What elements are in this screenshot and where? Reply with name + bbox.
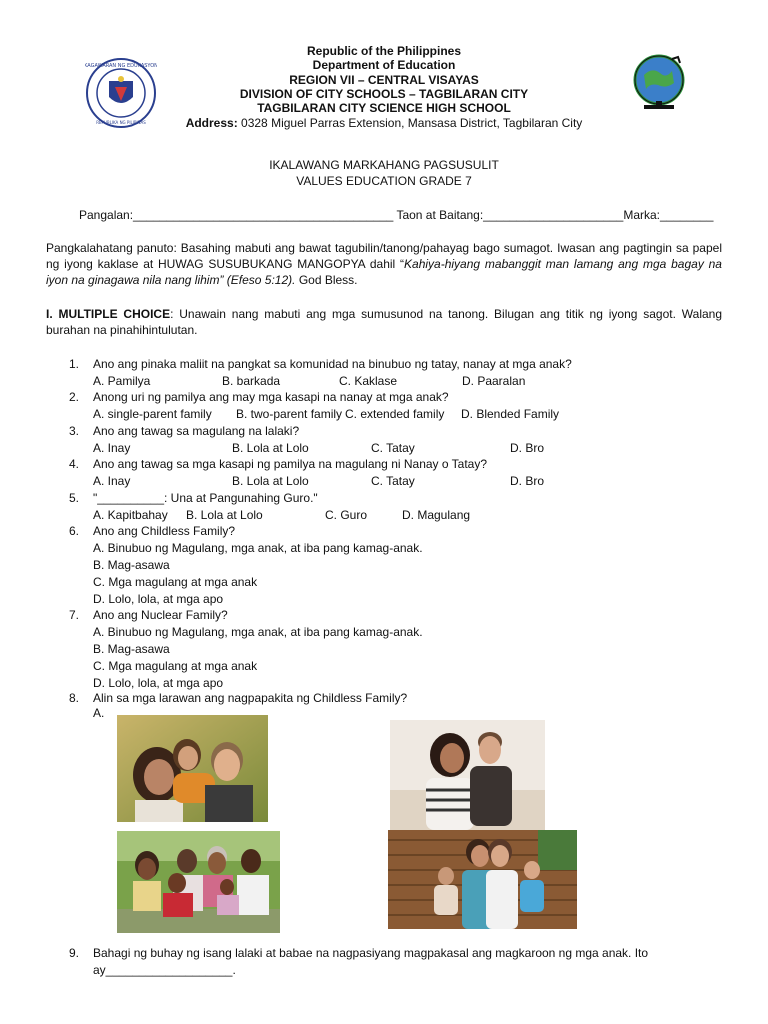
question-number: 8. <box>69 691 80 705</box>
option-a[interactable]: A. Pamilya <box>93 374 151 388</box>
question-9 <box>69 945 729 979</box>
question-number: 6. <box>69 524 80 538</box>
instructions-closing: God Bless. <box>295 273 358 287</box>
question-text-continued[interactable]: ay___________________. <box>93 963 236 977</box>
question-number: 1. <box>69 357 80 371</box>
option-a[interactable]: A. Inay <box>93 474 131 488</box>
option-a[interactable]: A. Kapitbahay <box>93 508 168 522</box>
question-text: Bahagi ng buhay ng isang lalaki at babae na nagpasiyang magpakasal ang magkaroon ng mga anak. Ito <box>93 946 649 960</box>
question-text: Ano ang pinaka maliit na pangkat sa komunidad na binubuo ng tatay, nanay at mga anak? <box>93 357 572 371</box>
question-4 <box>69 456 729 490</box>
option-a[interactable]: A. Inay <box>93 441 131 455</box>
seal-text-bottom: REPUBLIKA NG PILIPINAS <box>96 120 146 125</box>
family-photo-4[interactable] <box>388 830 577 929</box>
option-a[interactable]: A. Binubuo ng Magulang, mga anak, at iba pang kamag-anak. <box>93 541 423 555</box>
option-d[interactable]: D. Magulang <box>402 508 471 522</box>
instructions-text: Pangkalahatang panuto: Basahing mabuti ang bawat tagubilin/tanong/pahayag bago sumagot. Iwasan ang pagtingin sa papel ng iyong kaklase at HUWAG SUSUBUKANG MANGOPYA dahil “ <box>46 241 722 271</box>
question-number: 4. <box>69 457 80 471</box>
question-number: 9. <box>69 946 80 960</box>
bible-quote: Kahiya-hiyang mabanggit man lamang ang mga bagay na iyon na ginagawa nila nang lihim” (Efeso 5:12). <box>46 257 722 287</box>
question-3 <box>69 423 729 457</box>
option-d[interactable]: D. Bro <box>510 474 545 488</box>
option-c[interactable]: C. extended family <box>345 407 445 421</box>
option-b[interactable]: B. Mag-asawa <box>93 558 170 572</box>
question-text: Anong uri ng pamilya ang may mga kasapi na nanay at mga anak? <box>93 390 449 404</box>
question-text: Ano ang tawag sa mga kasapi ng pamilya na magulang ni Nanay o Tatay? <box>93 457 488 471</box>
option-a[interactable]: A. single-parent family <box>93 407 212 421</box>
question-7 <box>69 607 729 691</box>
question-number: 7. <box>69 608 80 622</box>
option-d[interactable]: D. Lolo, lola, at mga apo <box>93 676 224 690</box>
header-address <box>0 116 768 130</box>
option-b[interactable]: B. Mag-asawa <box>93 642 170 656</box>
option-d[interactable]: D. Lolo, lola, at mga apo <box>93 592 224 606</box>
option-b[interactable]: B. barkada <box>222 374 281 388</box>
section1-text: : Unawain nang mabuti ang mga sumusunod na tanong. Bilugan ang titik ng iyong sagot. Walang burahan na pinahihintulutan. <box>46 307 723 337</box>
option-d[interactable]: D. Blended Family <box>461 407 560 421</box>
option-c[interactable]: C. Mga magulang at mga anak <box>93 575 258 589</box>
question-5 <box>69 490 729 524</box>
section1-heading: I. MULTIPLE CHOICE <box>46 307 171 321</box>
question-text: Ano ang Childless Family? <box>93 524 236 538</box>
option-a[interactable]: A. Binubuo ng Magulang, mga anak, at iba pang kamag-anak. <box>93 625 423 639</box>
exam-subject: VALUES EDUCATION GRADE 7 <box>296 174 472 188</box>
option-c[interactable]: C. Mga magulang at mga anak <box>93 659 258 673</box>
option-c[interactable]: C. Kaklase <box>339 374 398 388</box>
option-a[interactable]: A. <box>93 706 105 720</box>
option-d[interactable]: D. Paaralan <box>462 374 526 388</box>
question-2 <box>69 389 729 423</box>
header-region: REGION VII – CENTRAL VISAYAS <box>289 73 479 87</box>
option-c[interactable]: C. Tatay <box>371 441 415 455</box>
option-c[interactable]: C. Tatay <box>371 474 415 488</box>
question-text: Ano ang Nuclear Family? <box>93 608 228 622</box>
address-value: 0328 Miguel Parras Extension, Mansasa District, Tagbilaran City <box>237 116 583 130</box>
question-1 <box>69 356 729 390</box>
option-b[interactable]: B. Lola at Lolo <box>232 441 309 455</box>
student-info-line[interactable]: Pangalan:_______________________________________ Taon at Baitang:_____________________Marka:________ <box>79 208 714 222</box>
option-c[interactable]: C. Guro <box>325 508 368 522</box>
question-text: Ano ang tawag sa magulang na lalaki? <box>93 424 300 438</box>
header-department: Department of Education <box>312 58 456 72</box>
family-photo-2[interactable] <box>390 720 545 830</box>
section1-instructions <box>46 306 722 338</box>
header-school: TAGBILARAN CITY SCIENCE HIGH SCHOOL <box>257 101 511 115</box>
question-6 <box>69 523 729 607</box>
family-photo-1[interactable] <box>117 715 268 822</box>
question-number: 5. <box>69 491 80 505</box>
option-b[interactable]: B. Lola at Lolo <box>186 508 263 522</box>
question-text: "__________: Una at Pangunahing Guro." <box>93 491 318 505</box>
exam-title: IKALAWANG MARKAHANG PAGSUSULIT <box>269 158 499 172</box>
family-photo-3[interactable] <box>117 831 280 933</box>
option-b[interactable]: B. Lola at Lolo <box>232 474 309 488</box>
question-number: 2. <box>69 390 80 404</box>
general-instructions <box>46 240 722 288</box>
question-text: Alin sa mga larawan ang nagpapakita ng Childless Family? <box>93 691 408 705</box>
question-number: 3. <box>69 424 80 438</box>
header-division: DIVISION OF CITY SCHOOLS – TAGBILARAN CITY <box>239 87 529 101</box>
option-b[interactable]: B. two-parent family <box>236 407 343 421</box>
address-label: Address: <box>185 116 238 130</box>
seal-text-top: KAGAWARAN NG EDUKASYON <box>85 63 157 69</box>
option-d[interactable]: D. Bro <box>510 441 545 455</box>
header-republic: Republic of the Philippines <box>306 44 461 58</box>
